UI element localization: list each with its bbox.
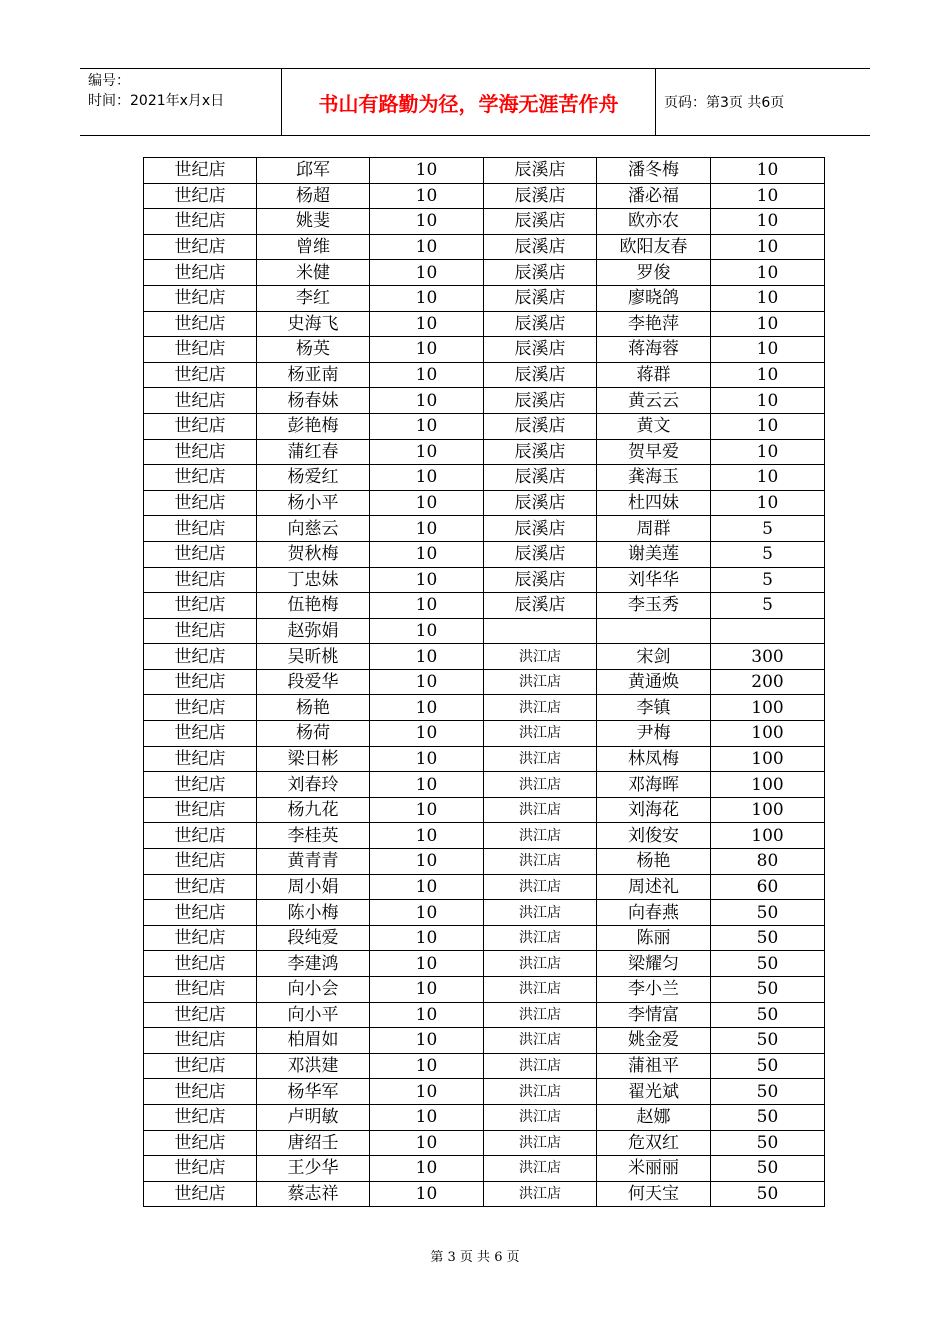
store-b-cell: 辰溪店 — [484, 234, 597, 260]
name-b-cell: 欧阳友春 — [597, 234, 711, 260]
table-row — [144, 669, 825, 695]
amount-a-cell: 10 — [370, 439, 484, 465]
store-a-cell: 世纪店 — [144, 413, 257, 439]
name-a-cell: 刘春玲 — [257, 772, 370, 798]
amount-a-cell: 10 — [370, 465, 484, 491]
data-table — [143, 157, 825, 1207]
amount-b-cell: 60 — [711, 874, 825, 900]
table-row — [144, 618, 825, 644]
store-a-cell: 世纪店 — [144, 285, 257, 311]
table-row — [144, 490, 825, 516]
amount-a-cell: 10 — [370, 234, 484, 260]
store-b-cell: 辰溪店 — [484, 516, 597, 542]
table-row — [144, 977, 825, 1003]
table-row — [144, 1028, 825, 1054]
table-row — [144, 746, 825, 772]
store-b-cell: 洪江店 — [484, 644, 597, 670]
amount-a-cell: 10 — [370, 977, 484, 1003]
store-a-cell: 世纪店 — [144, 158, 257, 184]
amount-b-cell: 50 — [711, 1002, 825, 1028]
store-b-cell: 洪江店 — [484, 900, 597, 926]
store-a-cell: 世纪店 — [144, 823, 257, 849]
amount-a-cell: 10 — [370, 1028, 484, 1054]
store-b-cell: 洪江店 — [484, 746, 597, 772]
name-a-cell: 邱军 — [257, 158, 370, 184]
table-row — [144, 260, 825, 286]
name-a-cell: 姚斐 — [257, 209, 370, 235]
amount-b-cell: 10 — [711, 490, 825, 516]
amount-a-cell: 10 — [370, 1156, 484, 1182]
amount-a-cell: 10 — [370, 362, 484, 388]
amount-a-cell: 10 — [370, 1002, 484, 1028]
amount-a-cell: 10 — [370, 874, 484, 900]
doc-date-label: 时间：2021年x月x日 — [88, 93, 225, 109]
store-b-cell: 辰溪店 — [484, 158, 597, 184]
store-a-cell: 世纪店 — [144, 234, 257, 260]
name-a-cell: 杨超 — [257, 183, 370, 209]
header-page-number: 页码：第3页 共6页 — [664, 95, 785, 111]
amount-b-cell: 80 — [711, 849, 825, 875]
name-b-cell: 李情富 — [597, 1002, 711, 1028]
store-b-cell: 洪江店 — [484, 925, 597, 951]
name-a-cell: 唐绍壬 — [257, 1130, 370, 1156]
store-a-cell: 世纪店 — [144, 977, 257, 1003]
amount-b-cell: 50 — [711, 1028, 825, 1054]
name-b-cell: 欧亦农 — [597, 209, 711, 235]
table-row — [144, 158, 825, 184]
store-b-cell: 洪江店 — [484, 1181, 597, 1207]
amount-a-cell: 10 — [370, 823, 484, 849]
name-b-cell: 刘海花 — [597, 797, 711, 823]
amount-b-cell: 10 — [711, 158, 825, 184]
store-a-cell: 世纪店 — [144, 362, 257, 388]
name-a-cell: 柏眉如 — [257, 1028, 370, 1054]
name-b-cell: 梁耀匀 — [597, 951, 711, 977]
name-b-cell: 姚金爱 — [597, 1028, 711, 1054]
name-a-cell: 周小娟 — [257, 874, 370, 900]
amount-a-cell: 10 — [370, 669, 484, 695]
name-b-cell: 向春燕 — [597, 900, 711, 926]
table-row — [144, 567, 825, 593]
name-b-cell: 李镇 — [597, 695, 711, 721]
name-a-cell: 李红 — [257, 285, 370, 311]
name-a-cell: 杨英 — [257, 337, 370, 363]
store-b-cell: 洪江店 — [484, 797, 597, 823]
amount-b-cell: 50 — [711, 977, 825, 1003]
store-b-cell: 洪江店 — [484, 721, 597, 747]
store-b-cell: 辰溪店 — [484, 285, 597, 311]
page-header — [80, 68, 870, 136]
name-a-cell: 杨艳 — [257, 695, 370, 721]
store-b-cell: 辰溪店 — [484, 388, 597, 414]
amount-b-cell: 200 — [711, 669, 825, 695]
amount-b-cell: 50 — [711, 1053, 825, 1079]
amount-b-cell: 100 — [711, 823, 825, 849]
amount-a-cell: 10 — [370, 516, 484, 542]
name-a-cell: 赵弥娟 — [257, 618, 370, 644]
amount-b-cell: 50 — [711, 900, 825, 926]
amount-a-cell: 10 — [370, 1104, 484, 1130]
page-footer: 第 3 页 共 6 页 — [430, 1250, 520, 1265]
name-a-cell: 杨亚南 — [257, 362, 370, 388]
store-b-cell: 辰溪店 — [484, 490, 597, 516]
name-a-cell: 向小会 — [257, 977, 370, 1003]
name-a-cell: 梁日彬 — [257, 746, 370, 772]
amount-a-cell: 10 — [370, 490, 484, 516]
doc-number-label: 编号： — [88, 73, 130, 89]
name-a-cell: 李桂英 — [257, 823, 370, 849]
amount-b-cell: 10 — [711, 337, 825, 363]
store-b-cell: 洪江店 — [484, 1156, 597, 1182]
name-a-cell: 彭艳梅 — [257, 413, 370, 439]
amount-b-cell: 100 — [711, 772, 825, 798]
amount-a-cell: 10 — [370, 618, 484, 644]
store-b-cell: 辰溪店 — [484, 183, 597, 209]
amount-b-cell: 100 — [711, 695, 825, 721]
amount-a-cell: 10 — [370, 772, 484, 798]
amount-a-cell: 10 — [370, 567, 484, 593]
name-a-cell: 李建鸿 — [257, 951, 370, 977]
store-b-cell: 辰溪店 — [484, 439, 597, 465]
name-a-cell: 王少华 — [257, 1156, 370, 1182]
store-a-cell: 世纪店 — [144, 772, 257, 798]
amount-b-cell: 10 — [711, 362, 825, 388]
table-row — [144, 925, 825, 951]
store-a-cell: 世纪店 — [144, 541, 257, 567]
name-a-cell: 卢明敏 — [257, 1104, 370, 1130]
store-b-cell: 辰溪店 — [484, 337, 597, 363]
amount-a-cell: 10 — [370, 1181, 484, 1207]
amount-a-cell: 10 — [370, 797, 484, 823]
store-b-cell: 洪江店 — [484, 951, 597, 977]
name-b-cell: 蒋海蓉 — [597, 337, 711, 363]
amount-a-cell: 10 — [370, 1053, 484, 1079]
table-row — [144, 900, 825, 926]
store-b-cell: 辰溪店 — [484, 209, 597, 235]
store-b-cell: 洪江店 — [484, 1053, 597, 1079]
store-a-cell: 世纪店 — [144, 439, 257, 465]
store-a-cell: 世纪店 — [144, 695, 257, 721]
name-b-cell: 刘华华 — [597, 567, 711, 593]
amount-a-cell: 10 — [370, 1130, 484, 1156]
name-b-cell: 李小兰 — [597, 977, 711, 1003]
name-a-cell: 杨春妹 — [257, 388, 370, 414]
name-a-cell: 史海飞 — [257, 311, 370, 337]
store-b-cell: 辰溪店 — [484, 465, 597, 491]
name-b-cell: 蒲祖平 — [597, 1053, 711, 1079]
name-a-cell: 杨荷 — [257, 721, 370, 747]
amount-b-cell: 10 — [711, 183, 825, 209]
store-b-cell: 洪江店 — [484, 849, 597, 875]
name-b-cell: 周群 — [597, 516, 711, 542]
name-a-cell: 杨九花 — [257, 797, 370, 823]
store-a-cell: 世纪店 — [144, 721, 257, 747]
table-row — [144, 797, 825, 823]
amount-a-cell: 10 — [370, 311, 484, 337]
name-b-cell: 黄文 — [597, 413, 711, 439]
table-row — [144, 209, 825, 235]
store-b-cell: 辰溪店 — [484, 362, 597, 388]
name-a-cell: 陈小梅 — [257, 900, 370, 926]
table-row — [144, 1156, 825, 1182]
name-b-cell: 宋剑 — [597, 644, 711, 670]
amount-a-cell: 10 — [370, 183, 484, 209]
amount-b-cell: 50 — [711, 925, 825, 951]
amount-a-cell: 10 — [370, 746, 484, 772]
name-b-cell: 潘冬梅 — [597, 158, 711, 184]
amount-a-cell: 10 — [370, 209, 484, 235]
name-b-cell: 危双红 — [597, 1130, 711, 1156]
amount-a-cell: 10 — [370, 285, 484, 311]
name-a-cell: 邓洪建 — [257, 1053, 370, 1079]
name-b-cell: 周述礼 — [597, 874, 711, 900]
table-row — [144, 593, 825, 619]
amount-b-cell: 50 — [711, 1079, 825, 1105]
header-motto: 书山有路勤为径，学海无涯苦作舟 — [318, 91, 619, 116]
store-b-cell: 洪江店 — [484, 669, 597, 695]
store-a-cell: 世纪店 — [144, 618, 257, 644]
store-b-cell: 辰溪店 — [484, 413, 597, 439]
name-a-cell: 段爱华 — [257, 669, 370, 695]
amount-a-cell: 10 — [370, 541, 484, 567]
store-a-cell: 世纪店 — [144, 209, 257, 235]
name-a-cell: 杨爱红 — [257, 465, 370, 491]
store-a-cell: 世纪店 — [144, 1130, 257, 1156]
table-row — [144, 337, 825, 363]
table-row — [144, 772, 825, 798]
amount-a-cell: 10 — [370, 593, 484, 619]
name-b-cell: 廖晓鸽 — [597, 285, 711, 311]
amount-b-cell: 5 — [711, 541, 825, 567]
amount-b-cell — [711, 618, 825, 644]
store-a-cell: 世纪店 — [144, 849, 257, 875]
name-b-cell: 米丽丽 — [597, 1156, 711, 1182]
store-b-cell: 洪江店 — [484, 1002, 597, 1028]
name-a-cell: 向小平 — [257, 1002, 370, 1028]
store-a-cell: 世纪店 — [144, 900, 257, 926]
table-row — [144, 439, 825, 465]
name-a-cell: 丁忠妹 — [257, 567, 370, 593]
table-row — [144, 285, 825, 311]
name-b-cell: 翟光斌 — [597, 1079, 711, 1105]
table-row — [144, 721, 825, 747]
table-row — [144, 874, 825, 900]
store-a-cell: 世纪店 — [144, 925, 257, 951]
amount-b-cell: 300 — [711, 644, 825, 670]
table-row — [144, 362, 825, 388]
store-b-cell: 辰溪店 — [484, 593, 597, 619]
store-a-cell: 世纪店 — [144, 746, 257, 772]
table-row — [144, 465, 825, 491]
amount-b-cell: 10 — [711, 234, 825, 260]
amount-a-cell: 10 — [370, 158, 484, 184]
table-row — [144, 311, 825, 337]
table-row — [144, 183, 825, 209]
store-a-cell: 世纪店 — [144, 1156, 257, 1182]
table-row — [144, 1104, 825, 1130]
amount-a-cell: 10 — [370, 337, 484, 363]
name-b-cell: 陈丽 — [597, 925, 711, 951]
name-b-cell: 潘必福 — [597, 183, 711, 209]
store-b-cell — [484, 618, 597, 644]
amount-b-cell: 5 — [711, 593, 825, 619]
amount-b-cell: 5 — [711, 567, 825, 593]
table-row — [144, 1130, 825, 1156]
store-b-cell: 洪江店 — [484, 1104, 597, 1130]
table-row — [144, 644, 825, 670]
name-a-cell: 曾维 — [257, 234, 370, 260]
store-b-cell: 洪江店 — [484, 823, 597, 849]
store-a-cell: 世纪店 — [144, 490, 257, 516]
store-a-cell: 世纪店 — [144, 1104, 257, 1130]
name-a-cell: 黄青青 — [257, 849, 370, 875]
name-b-cell: 李艳萍 — [597, 311, 711, 337]
name-b-cell: 林凤梅 — [597, 746, 711, 772]
name-b-cell: 黄通焕 — [597, 669, 711, 695]
table-row — [144, 695, 825, 721]
store-a-cell: 世纪店 — [144, 1028, 257, 1054]
amount-b-cell: 100 — [711, 797, 825, 823]
name-a-cell: 吴昕桃 — [257, 644, 370, 670]
table-row — [144, 849, 825, 875]
store-a-cell: 世纪店 — [144, 669, 257, 695]
amount-a-cell: 10 — [370, 260, 484, 286]
store-b-cell: 辰溪店 — [484, 541, 597, 567]
name-b-cell: 李玉秀 — [597, 593, 711, 619]
table-row — [144, 541, 825, 567]
store-a-cell: 世纪店 — [144, 337, 257, 363]
table-body — [144, 158, 825, 1207]
table-row — [144, 1181, 825, 1207]
amount-a-cell: 10 — [370, 388, 484, 414]
name-b-cell: 尹梅 — [597, 721, 711, 747]
name-a-cell: 伍艳梅 — [257, 593, 370, 619]
name-a-cell: 段纯爱 — [257, 925, 370, 951]
store-a-cell: 世纪店 — [144, 951, 257, 977]
store-b-cell: 辰溪店 — [484, 260, 597, 286]
store-b-cell: 洪江店 — [484, 1079, 597, 1105]
amount-b-cell: 100 — [711, 746, 825, 772]
amount-b-cell: 50 — [711, 1156, 825, 1182]
amount-a-cell: 10 — [370, 1079, 484, 1105]
amount-b-cell: 10 — [711, 439, 825, 465]
amount-b-cell: 50 — [711, 951, 825, 977]
store-b-cell: 洪江店 — [484, 1130, 597, 1156]
header-meta — [88, 71, 224, 111]
store-a-cell: 世纪店 — [144, 183, 257, 209]
name-b-cell: 罗俊 — [597, 260, 711, 286]
amount-b-cell: 5 — [711, 516, 825, 542]
amount-b-cell: 100 — [711, 721, 825, 747]
name-b-cell: 蒋群 — [597, 362, 711, 388]
amount-b-cell: 10 — [711, 285, 825, 311]
store-a-cell: 世纪店 — [144, 593, 257, 619]
amount-b-cell: 10 — [711, 413, 825, 439]
store-a-cell: 世纪店 — [144, 1002, 257, 1028]
store-a-cell: 世纪店 — [144, 797, 257, 823]
name-a-cell: 贺秋梅 — [257, 541, 370, 567]
table-row — [144, 1002, 825, 1028]
name-a-cell: 米健 — [257, 260, 370, 286]
store-b-cell: 洪江店 — [484, 772, 597, 798]
store-b-cell: 洪江店 — [484, 1028, 597, 1054]
name-a-cell: 蔡志祥 — [257, 1181, 370, 1207]
store-b-cell: 辰溪店 — [484, 311, 597, 337]
store-a-cell: 世纪店 — [144, 465, 257, 491]
store-a-cell: 世纪店 — [144, 644, 257, 670]
store-a-cell: 世纪店 — [144, 1079, 257, 1105]
table-row — [144, 388, 825, 414]
name-b-cell — [597, 618, 711, 644]
store-b-cell: 洪江店 — [484, 874, 597, 900]
store-a-cell: 世纪店 — [144, 388, 257, 414]
table-row — [144, 951, 825, 977]
amount-a-cell: 10 — [370, 721, 484, 747]
name-b-cell: 贺早爱 — [597, 439, 711, 465]
name-b-cell: 刘俊安 — [597, 823, 711, 849]
name-b-cell: 杜四妹 — [597, 490, 711, 516]
table-row — [144, 234, 825, 260]
amount-b-cell: 10 — [711, 388, 825, 414]
store-b-cell: 辰溪店 — [484, 567, 597, 593]
table-row — [144, 1053, 825, 1079]
amount-b-cell: 10 — [711, 260, 825, 286]
table-row — [144, 413, 825, 439]
amount-a-cell: 10 — [370, 951, 484, 977]
name-b-cell: 何天宝 — [597, 1181, 711, 1207]
amount-b-cell: 50 — [711, 1130, 825, 1156]
table-row — [144, 823, 825, 849]
store-a-cell: 世纪店 — [144, 1181, 257, 1207]
name-a-cell: 向慈云 — [257, 516, 370, 542]
name-a-cell: 杨小平 — [257, 490, 370, 516]
store-a-cell: 世纪店 — [144, 311, 257, 337]
name-b-cell: 杨艳 — [597, 849, 711, 875]
amount-a-cell: 10 — [370, 413, 484, 439]
name-a-cell: 杨华军 — [257, 1079, 370, 1105]
table-row — [144, 1079, 825, 1105]
name-b-cell: 邓海晖 — [597, 772, 711, 798]
store-b-cell: 洪江店 — [484, 695, 597, 721]
amount-b-cell: 50 — [711, 1181, 825, 1207]
amount-b-cell: 10 — [711, 311, 825, 337]
name-b-cell: 黄云云 — [597, 388, 711, 414]
store-b-cell: 洪江店 — [484, 977, 597, 1003]
store-a-cell: 世纪店 — [144, 260, 257, 286]
amount-a-cell: 10 — [370, 900, 484, 926]
store-a-cell: 世纪店 — [144, 516, 257, 542]
store-a-cell: 世纪店 — [144, 874, 257, 900]
amount-a-cell: 10 — [370, 849, 484, 875]
name-b-cell: 赵娜 — [597, 1104, 711, 1130]
table-row — [144, 516, 825, 542]
amount-a-cell: 10 — [370, 925, 484, 951]
amount-b-cell: 10 — [711, 209, 825, 235]
header-divider — [655, 69, 656, 135]
amount-a-cell: 10 — [370, 695, 484, 721]
amount-b-cell: 50 — [711, 1104, 825, 1130]
store-a-cell: 世纪店 — [144, 1053, 257, 1079]
name-b-cell: 龚海玉 — [597, 465, 711, 491]
name-b-cell: 谢美莲 — [597, 541, 711, 567]
store-a-cell: 世纪店 — [144, 567, 257, 593]
name-a-cell: 蒲红春 — [257, 439, 370, 465]
amount-a-cell: 10 — [370, 644, 484, 670]
amount-b-cell: 10 — [711, 465, 825, 491]
